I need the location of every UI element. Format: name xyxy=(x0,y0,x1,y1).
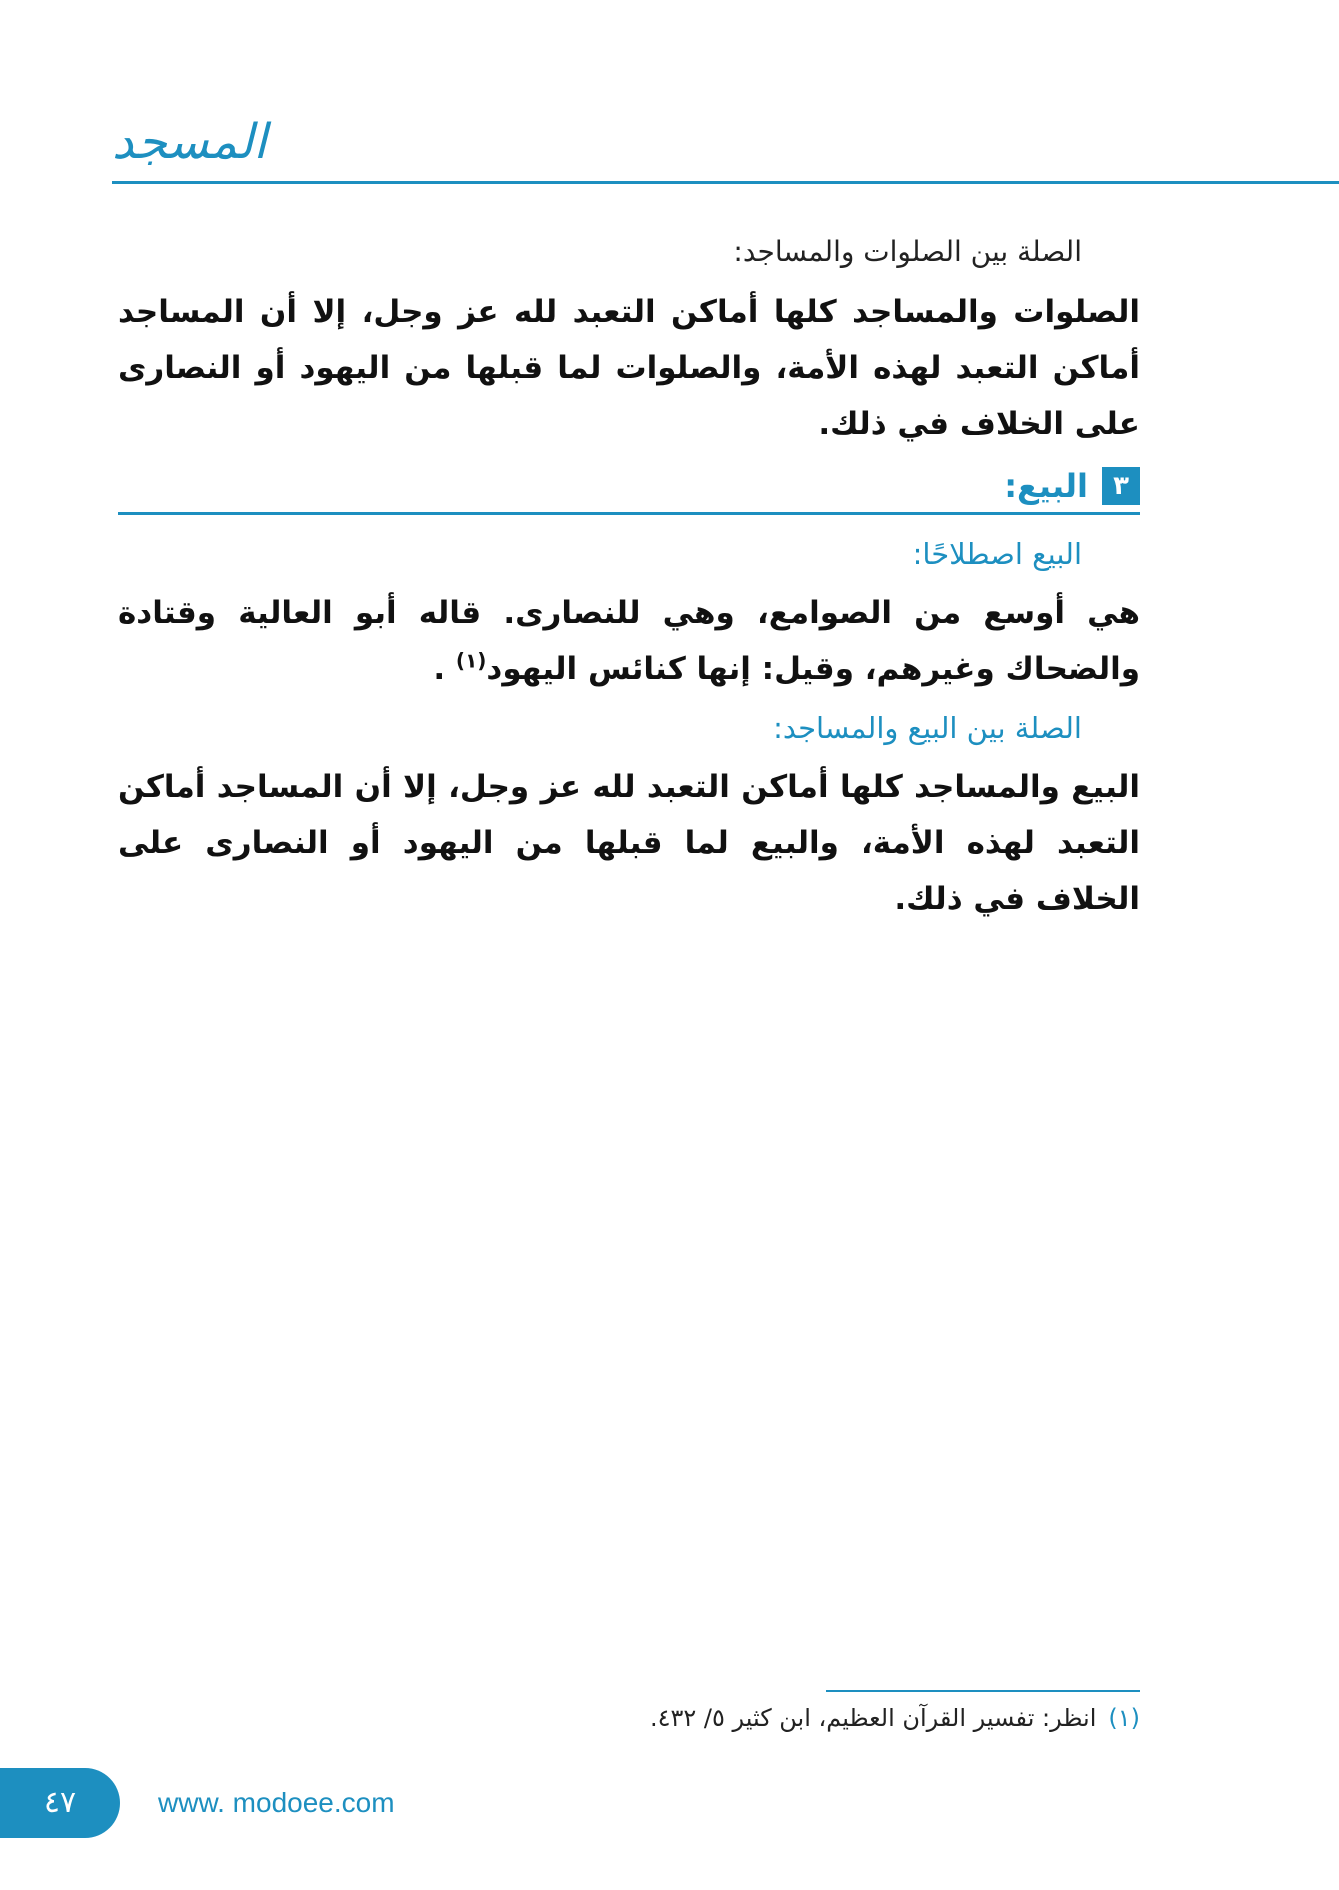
page-content xyxy=(118,228,1140,927)
page-number: ٤٧ xyxy=(43,1785,77,1820)
page-number-tab xyxy=(0,1768,120,1838)
biya-definition-end: . xyxy=(433,651,446,687)
footnote-text: انظر: تفسير القرآن العظيم، ابن كثير ٥/ ٤٣٢. xyxy=(649,1704,1097,1732)
header-logo: المسجد xyxy=(112,114,267,170)
biya-relation-heading: الصلة بين البيع والمساجد: xyxy=(773,711,1082,745)
footnote-number: (١) xyxy=(1108,1704,1140,1732)
salawat-relation-body: الصلوات والمساجد كلها أماكن التعبد لله عز وجل، إلا أن المساجد أماكن التعبد لهذه الأمة، والصلوات لما قبلها من اليهود أو النصارى على الخلاف في ذلك. xyxy=(118,294,1140,442)
footnote xyxy=(118,1704,1140,1732)
biya-definition-body xyxy=(118,585,1140,697)
biya-definition-heading: البيع اصطلاحًا: xyxy=(912,537,1082,571)
footnote-reference[interactable]: (١) xyxy=(455,648,487,673)
salawat-relation-heading: الصلة بين الصلوات والمساجد: xyxy=(733,235,1082,268)
section-number-badge: ٣ xyxy=(1102,467,1140,505)
website-link[interactable]: www. modoee.com xyxy=(158,1787,395,1818)
section-title: البيع: xyxy=(1004,467,1088,505)
biya-definition-text: هي أوسع من الصوامع، وهي للنصارى. قاله أبو العالية وقتادة والضحاك وغيرهم، وقيل: إنها كنائس اليهود xyxy=(118,595,1140,687)
header-divider xyxy=(112,181,1339,184)
section-heading-biya xyxy=(118,464,1140,508)
section-divider xyxy=(118,512,1140,515)
biya-relation-body: البيع والمساجد كلها أماكن التعبد لله عز وجل، إلا أن المساجد أماكن التعبد لهذه الأمة، والبيع لما قبلها من اليهود أو النصارى على الخلاف في ذلك. xyxy=(118,769,1140,917)
footnote-divider xyxy=(826,1690,1140,1692)
